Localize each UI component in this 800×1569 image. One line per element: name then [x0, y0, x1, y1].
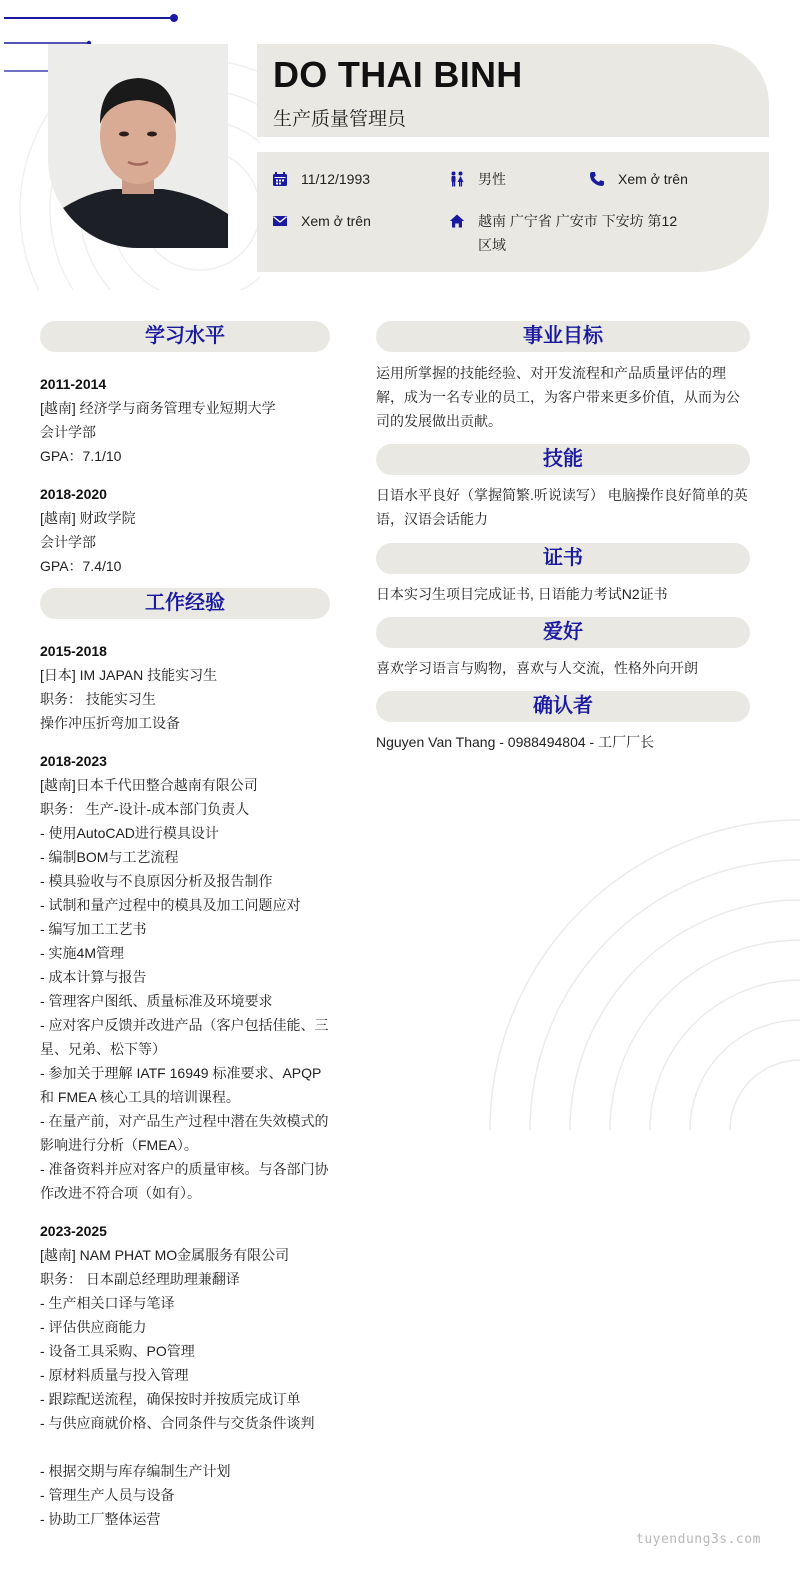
gender-icon	[449, 167, 467, 191]
experience-entry: 2018-2023 [越南]日本千代田整合越南有限公司 职务： 生产-设计-成本部门负责人 - 使用AutoCAD进行模具设计 - 编制BOM与工艺流程 - 模具验收与不良原因分析及报告制作 - 试制和量产过程中的模具及加工问题应对 - 编写加工工艺书 - 实施4M管理 - 成本计算与报告 - 管理客户图纸、质量标准及环境要求 - 应对客户反馈并改进产品（客户包括佳能、三 星、兄弟、松下等） - 参加关于理解 IATF 16949 标准要求、APQP 和 FMEA 核心工具的培训课程。 - 在量产前，对产品生产过程中潜在失效模式的 影响进行分析（FMEA）。 - 准备资料并应对客户的质量审核。与各部门协 作改进不符合项（如有）。	[40, 753, 329, 1201]
candidate-name: DO THAI BINH	[273, 54, 523, 95]
certificates-text: 日本实习生项目完成证书, 日语能力考试N2证书	[376, 586, 668, 602]
email-item	[272, 209, 371, 233]
right-column	[376, 321, 750, 754]
skills-heading: 技能	[376, 444, 750, 475]
birthdate-value: 11/12/1993	[301, 171, 371, 187]
hobbies-heading: 爱好	[376, 617, 750, 648]
header-panel	[257, 44, 769, 137]
profile-photo	[48, 44, 228, 248]
email-value: Xem ở trên	[301, 213, 371, 229]
certificates-heading: 证书	[376, 543, 750, 574]
address-value: 越南 广宁省 广安市 下安坊 第12 区域	[478, 213, 678, 253]
education-heading: 学习水平	[40, 321, 330, 352]
reference-heading: 确认者	[376, 691, 750, 722]
left-column	[40, 321, 330, 1531]
home-icon	[449, 209, 467, 233]
education-entry: 2018-2020 [越南] 财政学院 会计学部 GPA：7.4/10	[40, 486, 136, 574]
job-title: 生产质量管理员	[273, 109, 407, 130]
calendar-icon	[272, 167, 290, 191]
phone-icon	[589, 167, 607, 191]
gender-item	[449, 167, 506, 191]
objective-text: 运用所掌握的技能经验、对开发流程和产品质量评估的理 解，成为一名专业的员工，为客户带来更多价值，从而为公 司的发展做出贡献。	[376, 365, 740, 429]
birthdate-item	[272, 167, 370, 191]
background-pattern	[470, 810, 800, 1130]
email-icon	[272, 209, 290, 233]
phone-item	[589, 167, 688, 191]
skills-text: 日语水平良好（掌握简繁.听说读写） 电脑操作良好简单的英 语，汉语会话能力	[376, 487, 748, 527]
experience-heading: 工作经验	[40, 588, 330, 619]
experience-entry: 2023-2025 [越南] NAM PHAT MO金属服务有限公司 职务： 日本副总经理助理兼翻译 - 生产相关口译与笔译 - 评估供应商能力 - 设备工具采购、PO管理 - 原材料质量与投入管理 - 跟踪配送流程，确保按时并按质完成订单 - 与供应商就价格、合同条件与交货条件谈判 - 根据交期与库存编制生产计划 - 管理生产人员与设备 - 协助工厂整体运营	[40, 1223, 315, 1527]
hobbies-text: 喜欢学习语言与购物，喜欢与人交流，性格外向开朗	[376, 660, 698, 676]
education-entry: 2011-2014 [越南] 经济学与商务管理专业短期大学 会计学部 GPA：7.1/10	[40, 376, 276, 464]
address-item	[449, 209, 689, 257]
objective-heading: 事业目标	[376, 321, 750, 352]
gender-value: 男性	[478, 171, 506, 187]
reference-text: Nguyen Van Thang - 0988494804 - 工厂厂长	[376, 734, 655, 750]
experience-entry: 2015-2018 [日本] IM JAPAN 技能实习生 职务： 技能实习生 操作冲压折弯加工设备	[40, 643, 218, 731]
phone-value: Xem ở trên	[618, 171, 688, 187]
contact-panel	[257, 152, 769, 272]
watermark: tuyendung3s.com	[636, 1532, 761, 1547]
